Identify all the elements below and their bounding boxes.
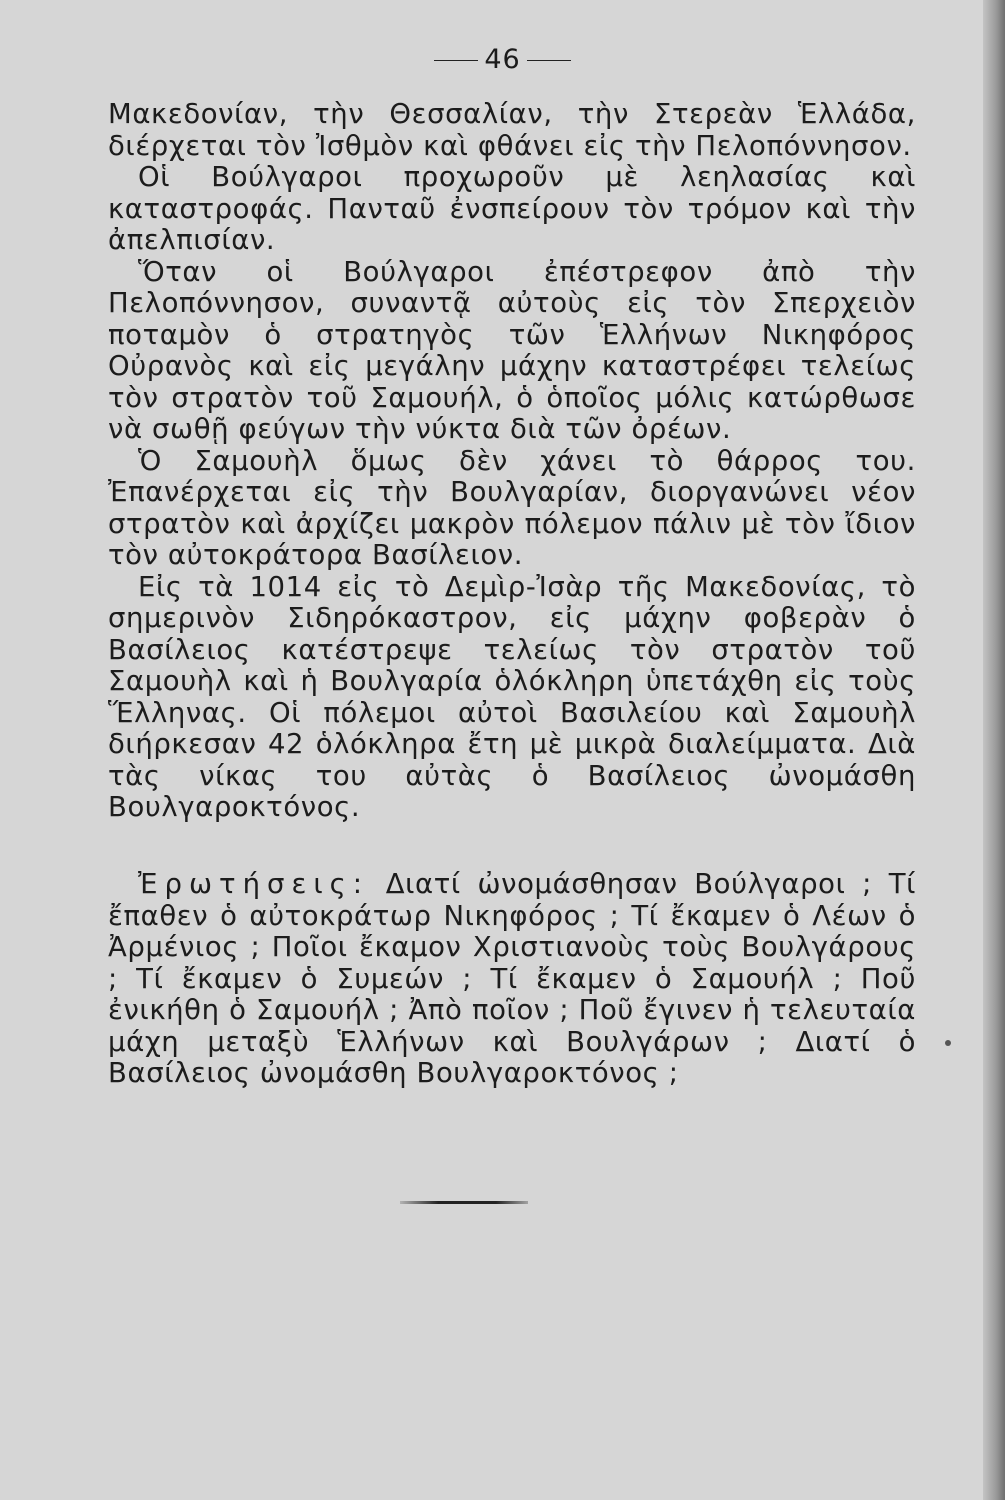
end-rule [400,1201,528,1204]
paragraph: Οἱ Βούλγαροι προχωροῦν μὲ λεηλασίας καὶ καταστροφάς. Πανταῦ ἐνσπείρουν τὸν τρόμον καὶ τὴν ἀπελπισίαν. [108,161,916,256]
paragraph: Εἰς τὰ 1014 εἰς τὸ Δεμὶρ-Ἰσὰρ τῆς Μακεδονίας, τὸ σημερινὸν Σιδηρόκαστρον, εἰς μάχην φοβερὰν ὁ Βασίλειος κατέστρεψε τελείως τὸν στρατὸν τοῦ Σαμουὴλ καὶ ἡ Βουλγαρία ὁλόκληρη ὑπετάχθη εἰς τοὺς Ἕλληνας. Οἱ πόλεμοι αὐτοὶ Βασιλείου καὶ Σαμουὴλ διήρκεσαν 42 ὁλόκληρα ἔτη μὲ μικρὰ διαλείμματα. Διὰ τὰς νίκας του αὐτὰς ὁ Βασίλειος ὠνομάσθη Βουλγαροκτόνος. [108,570,916,823]
paragraph: Ὁ Σαμουὴλ ὅμως δὲν χάνει τὸ θάρρος του. Ἐπανέρχεται εἰς τὴν Βουλγαρίαν, διοργανώνει νέον στρατὸν καὶ ἀρχίζει μακρὸν πόλεμον πάλιν μὲ τὸν ἴδιον τὸν αὐτοκράτορα Βασίλειον. [108,444,916,571]
margin-speck [945,1040,951,1046]
page-number-dash-right [527,60,571,62]
page-number-text: 46 [484,44,521,75]
paragraph: Ὅταν οἱ Βούλγαροι ἐπέστρεφον ἀπὸ τὴν Πελοπόννησον, συναντᾷ αὐτοὺς εἰς τὸν Σπερχειὸν ποταμὸν ὁ στρατηγὸς τῶν Ἑλλήνων Νικηφόρος Οὐρανὸς καὶ εἰς μεγάλην μάχην καταστρέφει τελείως τὸν στρατὸν τοῦ Σαμουήλ, ὁ ὁποῖος μόλις κατώρθωσε νὰ σωθῇ φεύγων τὴν νύκτα διὰ τῶν ὀρέων. [108,255,916,445]
paragraph: Μακεδονίαν, τὴν Θεσσαλίαν, τὴν Στερεὰν Ἑλλάδα, διέρχεται τὸν Ἰσθμὸν καὶ φθάνει εἰς τὴν Πελοπόννησον. [108,98,916,162]
questions-text: Διατί ὠνομάσθησαν Βούλγαροι ; Τί ἔπαθεν ὁ αὐτοκράτωρ Νικηφόρος ; Τί ἔκαμεν ὁ Λέων ὁ Ἀρμένιος ; Ποῖοι ἔκαμον Χριστιανοὺς τοὺς Βουλγάρους ; Τί ἔκαμεν ὁ Συμεών ; Τί ἔκαμεν ὁ Σαμουήλ ; Ποῦ ἐνικήθη ὁ Σαμουήλ ; Ἀπὸ ποῖον ; Ποῦ ἔγινεν ἡ τελευταία μάχη μεταξὺ Ἑλλήνων καὶ Βουλγάρων ; Διατί ὁ Βασίλειος ὠνομάσθη Βουλγαροκτόνος ; [108,868,917,1089]
questions-section [108,869,916,1090]
body-text [108,99,916,824]
page-number [0,44,1005,75]
page-edge [983,0,1005,1500]
questions-label: Ἐρωτήσεις: [138,868,370,900]
page-number-dash-left [434,60,478,62]
